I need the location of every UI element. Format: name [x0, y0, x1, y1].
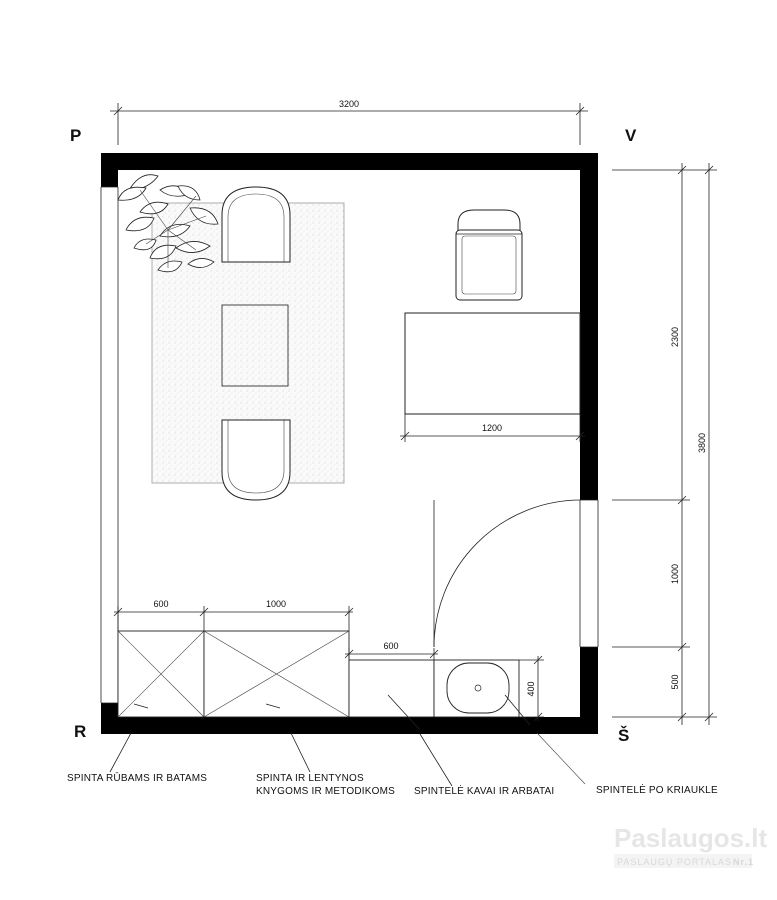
sink-cabinet — [434, 660, 519, 717]
dim-right-total: 3800 — [697, 432, 707, 454]
chair-top — [222, 187, 290, 262]
door — [434, 500, 598, 647]
wall-top — [101, 153, 598, 170]
compass-nw: P — [70, 126, 82, 145]
dimension-top — [110, 99, 588, 145]
coffee-cabinet — [349, 660, 434, 717]
dim-right-lower: 500 — [670, 674, 680, 690]
window-left — [101, 187, 118, 703]
sink-drain — [475, 685, 481, 691]
bookcase — [204, 631, 349, 717]
door-swing-arc — [434, 500, 580, 647]
chair-bottom — [222, 420, 290, 500]
dimension-cabinets-top — [114, 599, 353, 631]
dimension-right-total — [690, 163, 717, 725]
wall-left-lower — [101, 703, 118, 734]
label-coffee-cabinet: SPINTELĖ KAVAI IR ARBATAI — [414, 786, 555, 797]
wall-right-lower — [580, 647, 598, 734]
watermark — [614, 823, 767, 868]
wardrobe — [118, 631, 204, 717]
dim-top-width: 3200 — [338, 99, 360, 109]
label-bookcase-line1: SPINTA IR LENTYNOS — [256, 773, 364, 784]
dim-desk-width: 1200 — [481, 423, 503, 433]
watermark-brand: Paslaugos.lt — [614, 823, 768, 853]
meeting-table — [222, 305, 288, 386]
dimension-sink — [519, 656, 544, 721]
dim-coffee-cabinet-width: 600 — [383, 641, 399, 651]
office-chair — [456, 210, 522, 300]
watermark-tagline: PASLAUGŲ PORTALAS — [617, 857, 733, 867]
compass-sw: R — [74, 722, 87, 741]
dimension-right-chain — [612, 163, 690, 725]
compass-se: Š — [618, 726, 630, 745]
dim-bookcase-width: 1000 — [265, 599, 287, 609]
dim-right-upper: 2300 — [670, 326, 680, 348]
dim-sink-depth: 400 — [526, 681, 536, 697]
dimension-coffee-cabinet — [345, 641, 438, 660]
dimension-desk — [400, 414, 585, 442]
label-wardrobe: SPINTA RŪBAMS IR BATAMS — [67, 773, 208, 784]
wall-left-upper — [101, 153, 118, 187]
watermark-badge: Nr.1 — [733, 857, 755, 867]
wall-right-upper — [580, 153, 598, 500]
wall-bottom — [101, 717, 598, 734]
dim-right-middle: 1000 — [670, 563, 680, 585]
label-bookcase-line2: KNYGOMS IR METODIKOMS — [256, 786, 396, 797]
desk — [405, 313, 580, 414]
compass-ne: V — [625, 126, 637, 145]
dim-wardrobe-width: 600 — [153, 599, 169, 609]
label-sink-cabinet: SPINTELĖ PO KRIAUKLE — [596, 785, 718, 796]
